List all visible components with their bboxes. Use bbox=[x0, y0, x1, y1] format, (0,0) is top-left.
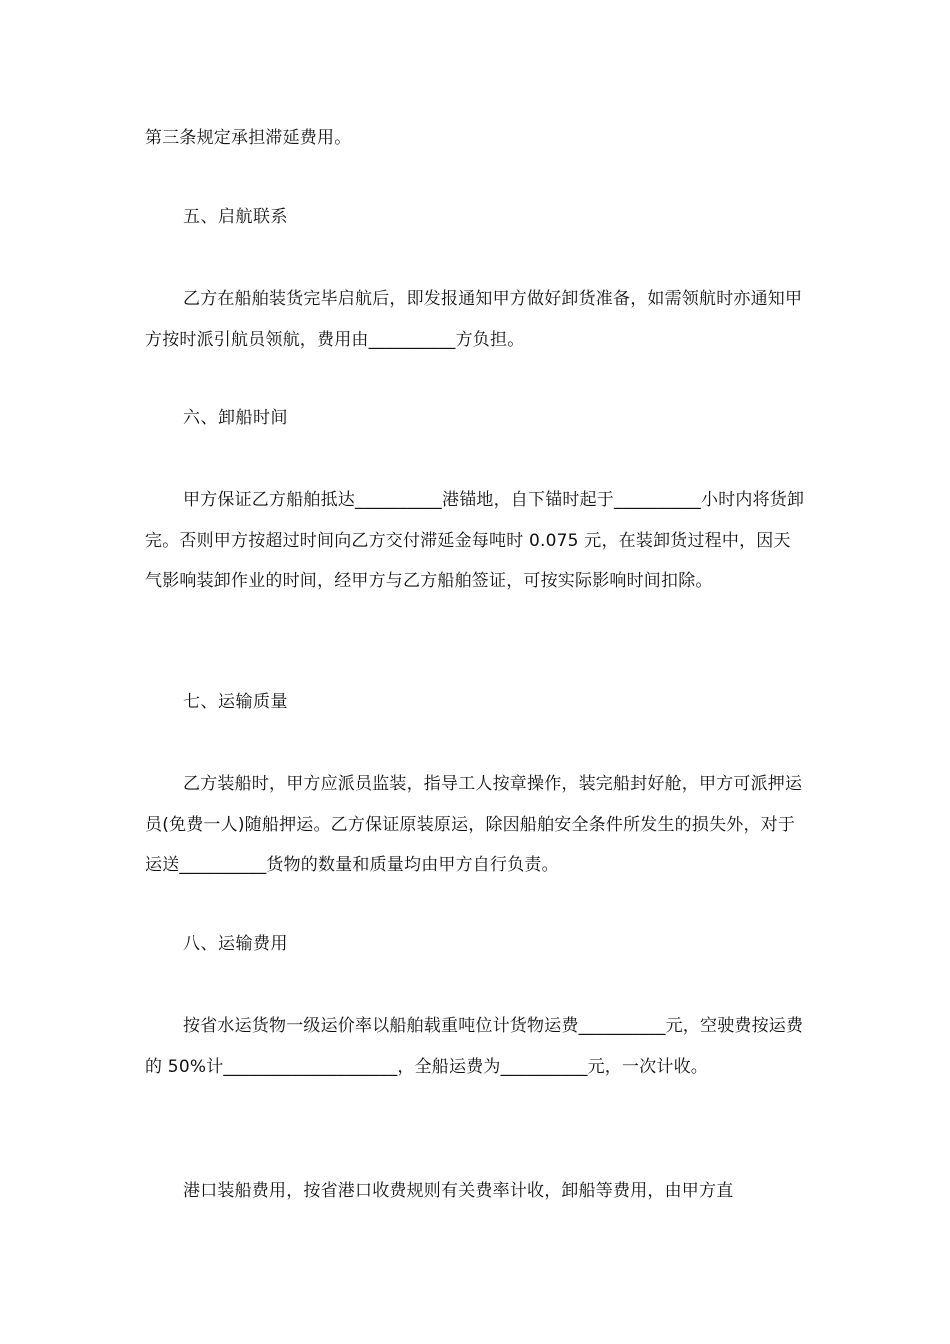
section-heading-5: 五、启航联系 bbox=[183, 207, 288, 227]
paragraph-section-6: 甲方保证乙方船舶抵达__________港锚地，自下锚时起于__________小时内将货卸完。否则甲方按超过时间向乙方交付滞延金每吨时 0.075 元，在装卸货过程中，因天气影响装卸作业的时间，经甲方与乙方船舶签证，可按实际影响时间扣除。 bbox=[145, 490, 805, 591]
section-heading-6: 六、卸船时间 bbox=[183, 408, 288, 428]
paragraph-section-8: 按省水运货物一级运价率以船舶载重吨位计货物运费__________元，空驶费按运费的 50%计____________________，全船运费为__________元，一次计收。 bbox=[145, 1016, 804, 1077]
paragraph-section-5: 乙方在船舶装货完毕启航后，即发报通知甲方做好卸货准备，如需领航时亦通知甲方按时派引航员领航，费用由__________方负担。 bbox=[145, 289, 803, 350]
section-heading-7: 七、运输质量 bbox=[183, 692, 288, 712]
paragraph-port-fees: 港口装船费用，按省港口收费规则有关费率计收，卸船等费用，由甲方直 bbox=[183, 1181, 734, 1201]
paragraph-section-7: 乙方装船时，甲方应派员监装，指导工人按章操作，装完船封好舱，甲方可派押运员(免费一人)随船押运。乙方保证原装原运，除因船舶安全条件所发生的损失外，对于运送__________货物的数量和质量均由甲方自行负责。 bbox=[145, 774, 803, 875]
section-heading-8: 八、运输费用 bbox=[183, 934, 288, 954]
paragraph-continuation: 第三条规定承担滞延费用。 bbox=[145, 128, 352, 148]
